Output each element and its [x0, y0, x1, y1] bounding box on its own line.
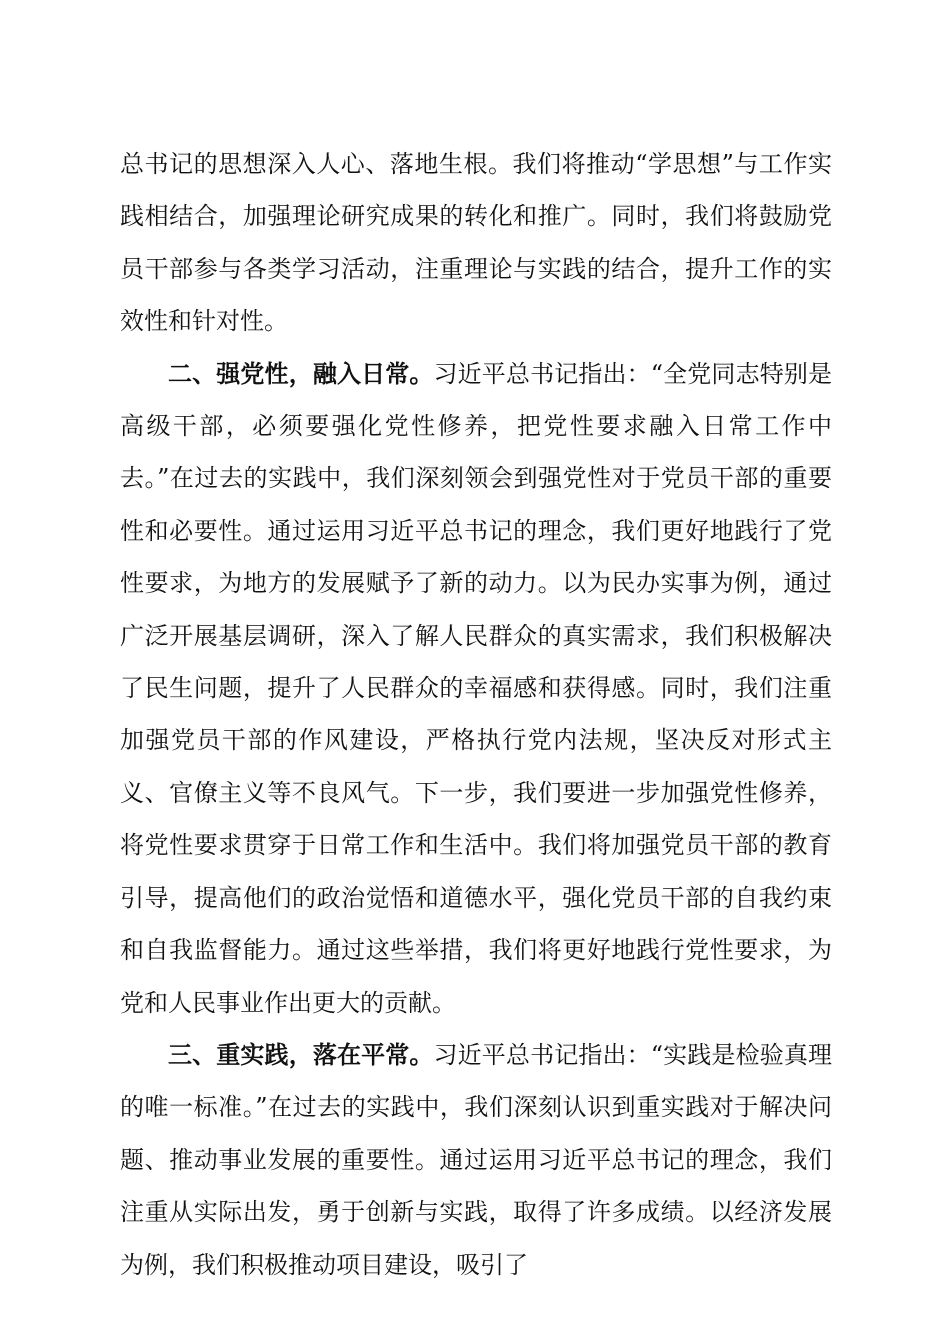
- paragraph-section-three: [120, 1029, 832, 1291]
- document-body: [120, 138, 832, 1291]
- paragraph-section-two: [120, 348, 832, 1029]
- paragraph-text: 习近平总书记指出：“实践是检验真理的唯一标准。”在过去的实践中，我们深刻认识到重实践对于解决问题、推动事业发展的重要性。通过运用习近平总书记的理念，我们注重从实际出发，勇于创新与实践，取得了许多成绩。以经济发展为例，我们积极推动项目建设，吸引了: [120, 1040, 832, 1279]
- section-heading-two: 二、强党性，融入日常。: [168, 359, 434, 388]
- paragraph-text: 习近平总书记指出：“全党同志特别是高级干部，必须要强化党性修养，把党性要求融入日常工作中去。”在过去的实践中，我们深刻领会到强党性对于党员干部的重要性和必要性。通过运用习近平总书记的理念，我们更好地践行了党性要求，为地方的发展赋予了新的动力。以为民办实事为例，通过广泛开展基层调研，深入了解人民群众的真实需求，我们积极解决了民生问题，提升了人民群众的幸福感和获得感。同时，我们注重加强党员干部的作风建设，严格执行党内法规，坚决反对形式主义、官僚主义等不良风气。下一步，我们要进一步加强党性修养，将党性要求贯穿于日常工作和生活中。我们将加强党员干部的教育引导，提高他们的政治觉悟和道德水平，强化党员干部的自我约束和自我监督能力。通过这些举措，我们将更好地践行党性要求，为党和人民事业作出更大的贡献。: [120, 359, 832, 1017]
- paragraph-text: 总书记的思想深入人心、落地生根。我们将推动“学思想”与工作实践相结合，加强理论研究成果的转化和推广。同时，我们将鼓励党员干部参与各类学习活动，注重理论与实践的结合，提升工作的实效性和针对性。: [120, 150, 832, 336]
- paragraph-continuation: [120, 138, 832, 348]
- section-heading-three: 三、重实践，落在平常。: [168, 1040, 434, 1069]
